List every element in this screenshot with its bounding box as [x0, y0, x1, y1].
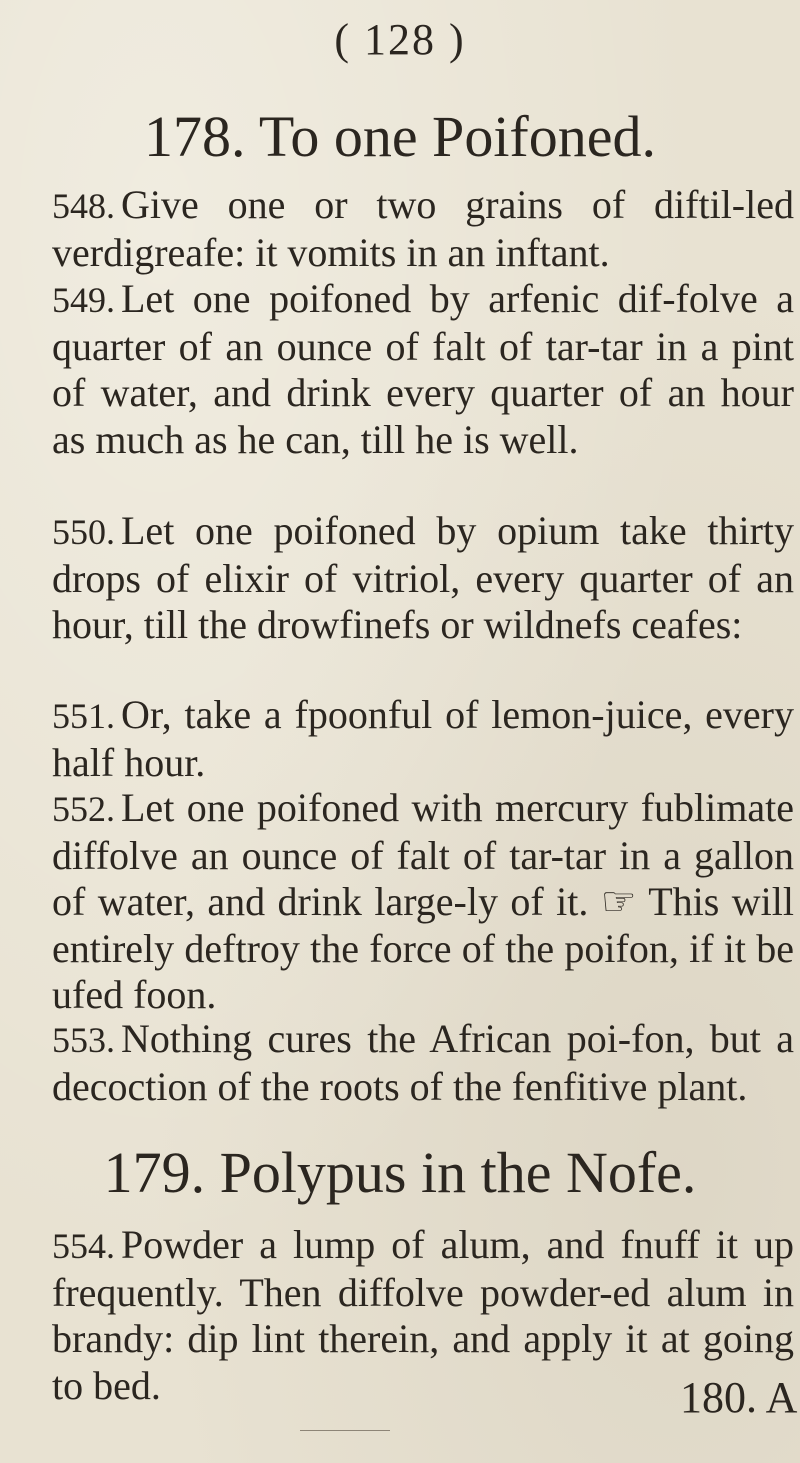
paragraph-text: Let one poifoned by opium take thirty drops of elixir of vitriol, every quarter of an hour, till the drowfinefs or wildnefs ceafes:	[52, 508, 794, 647]
paragraph-number: 548.	[52, 186, 115, 226]
page-number: ( 128 )	[334, 15, 466, 64]
paragraph-number: 554.	[52, 1226, 115, 1266]
paragraph-text: Powder a lump of alum, and fnuff it up frequently. Then diffolve powder-ed alum in brandy: dip lint therein, and apply it at going to bed.	[52, 1222, 794, 1408]
paragraph-text: Let one poifoned with mercury fublimate diffolve an ounce of falt of tar-tar in a gallon of water, and drink large-ly of it. ☞ This will entirely deftroy the force of the poifon, if it be ufed foon.	[52, 785, 794, 1017]
paragraph-text: Give one or two grains of diftil-led verdigreafe: it vomits in an inftant.	[52, 182, 794, 275]
paragraph-548	[52, 182, 794, 276]
paragraph-number: 549.	[52, 280, 115, 320]
paragraph-552	[52, 785, 794, 1019]
paragraph-text: Nothing cures the African poi-fon, but a decoction of the roots of the fenfitive plant.	[52, 1016, 794, 1109]
section-heading-179: 179. Polypus in the Nofe.	[103, 1140, 697, 1205]
paragraph-text: Let one poifoned by arfenic dif-folve a quarter of an ounce of falt of tar-tar in a pint of water, and drink every quarter of an hour as much as he can, till he is well.	[52, 276, 794, 462]
paragraph-number: 550.	[52, 512, 115, 552]
paragraph-549	[52, 276, 794, 463]
paragraph-number: 553.	[52, 1020, 115, 1060]
paragraph-number: 552.	[52, 789, 115, 829]
paragraph-551	[52, 692, 794, 786]
paragraph-text: Or, take a fpoonful of lemon-juice, every half hour.	[52, 692, 794, 785]
bottom-rule	[300, 1430, 390, 1431]
paragraph-553	[52, 1016, 794, 1110]
section-heading-178: 178. To one Poifoned.	[143, 104, 656, 169]
paragraph-number: 551.	[52, 696, 115, 736]
paragraph-550	[52, 508, 794, 649]
catchword: 180. A	[680, 1373, 798, 1422]
